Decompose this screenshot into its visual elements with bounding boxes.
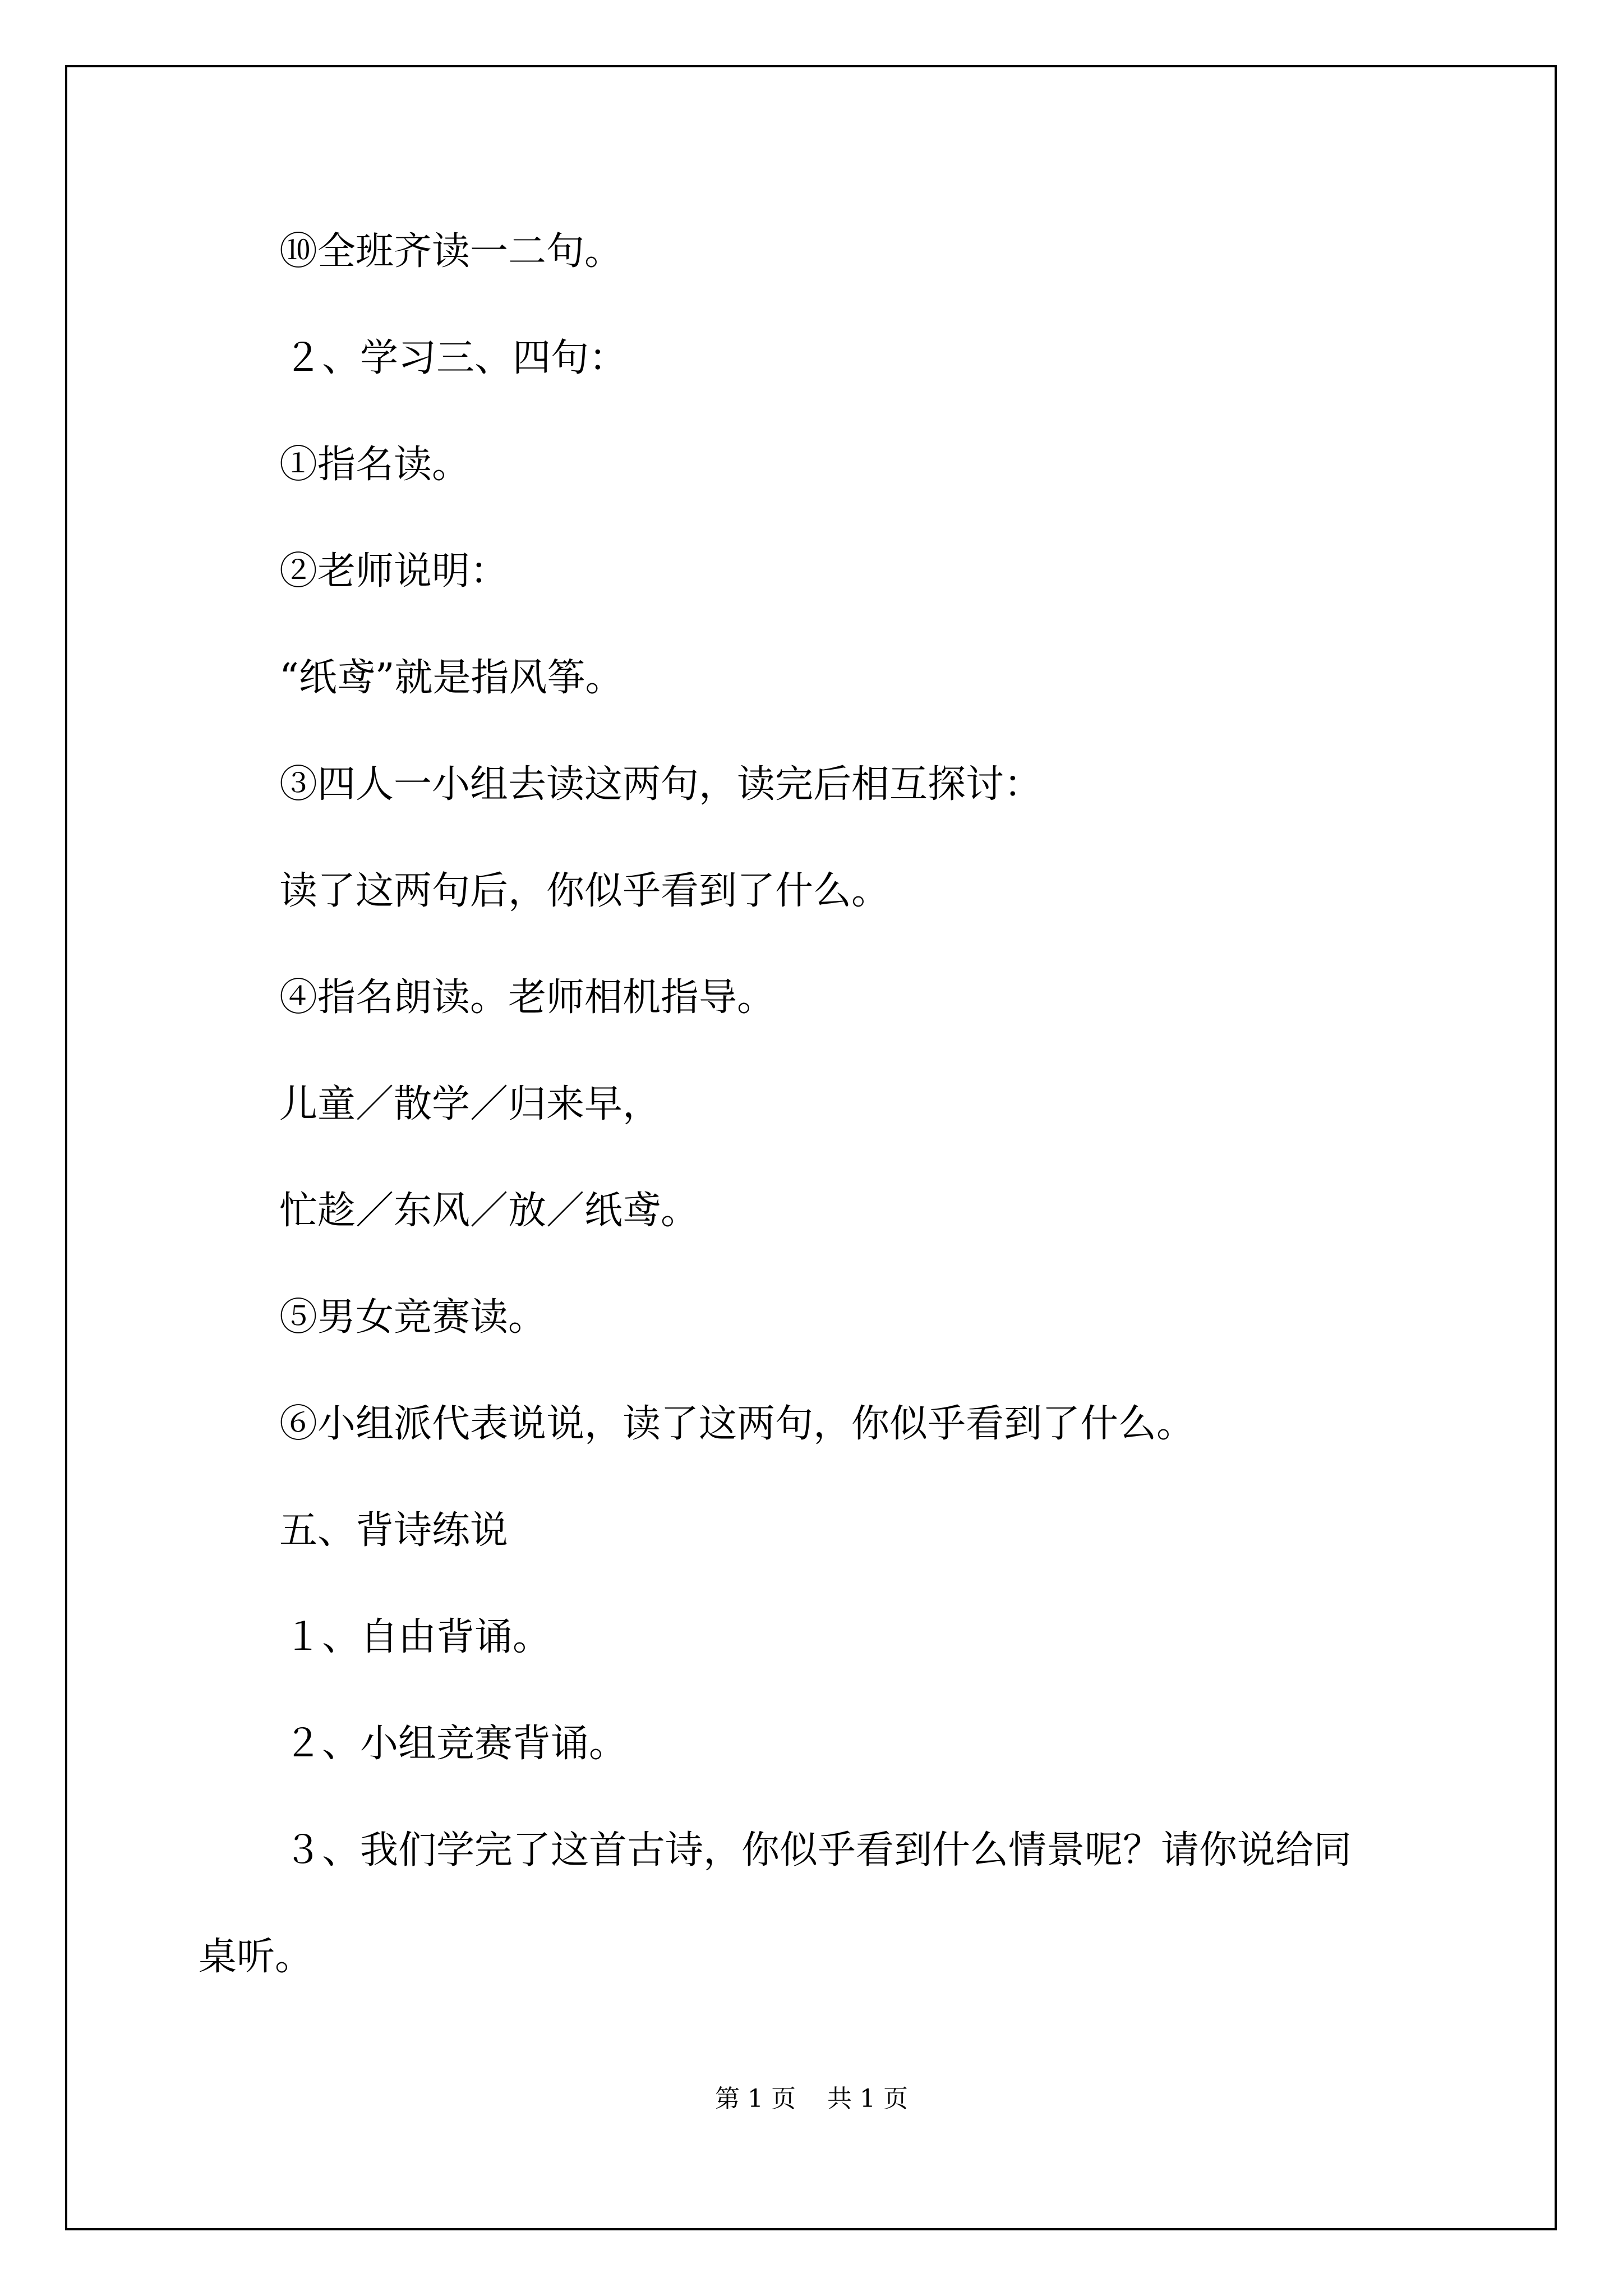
paragraph-line: ①指名读。	[279, 443, 471, 487]
paragraph-line: ⑤男女竞赛读。	[279, 1295, 547, 1340]
page-footer	[0, 2082, 1623, 2116]
paragraph-line: ２、学习三、四句：	[284, 336, 628, 380]
paragraph-line: ２、小组竞赛背诵。	[284, 1722, 628, 1766]
paragraph-line: “纸鸢”就是指风筝。	[279, 656, 624, 700]
paragraph-line: 桌听。	[199, 1935, 313, 1979]
page-border	[65, 65, 1557, 2230]
paragraph-line: ②老师说明：	[279, 549, 509, 593]
section-heading: 五、背诗练说	[279, 1508, 509, 1553]
paragraph-line: ⑩全班齐读一二句。	[279, 229, 623, 274]
paragraph-line: 忙趁／东风／放／纸鸢。	[279, 1189, 699, 1233]
paragraph-line: ④指名朗读。老师相机指导。	[279, 976, 776, 1020]
paragraph-line: ③四人一小组去读这两句，读完后相互探讨：	[279, 762, 1043, 807]
page-total: 共 1 页	[827, 2085, 908, 2113]
paragraph-line: ⑥小组派代表说说，读了这两句，你似乎看到了什么。	[279, 1402, 1195, 1446]
paragraph-line: 读了这两句后，你似乎看到了什么。	[279, 869, 890, 913]
paragraph-line: １、自由背诵。	[284, 1615, 551, 1659]
page-number: 第 1 页	[715, 2085, 796, 2113]
paragraph-line: ３、我们学完了这首古诗，你似乎看到什么情景呢？请你说给同	[284, 1828, 1352, 1872]
paragraph-line: 儿童／散学／归来早，	[279, 1082, 661, 1126]
